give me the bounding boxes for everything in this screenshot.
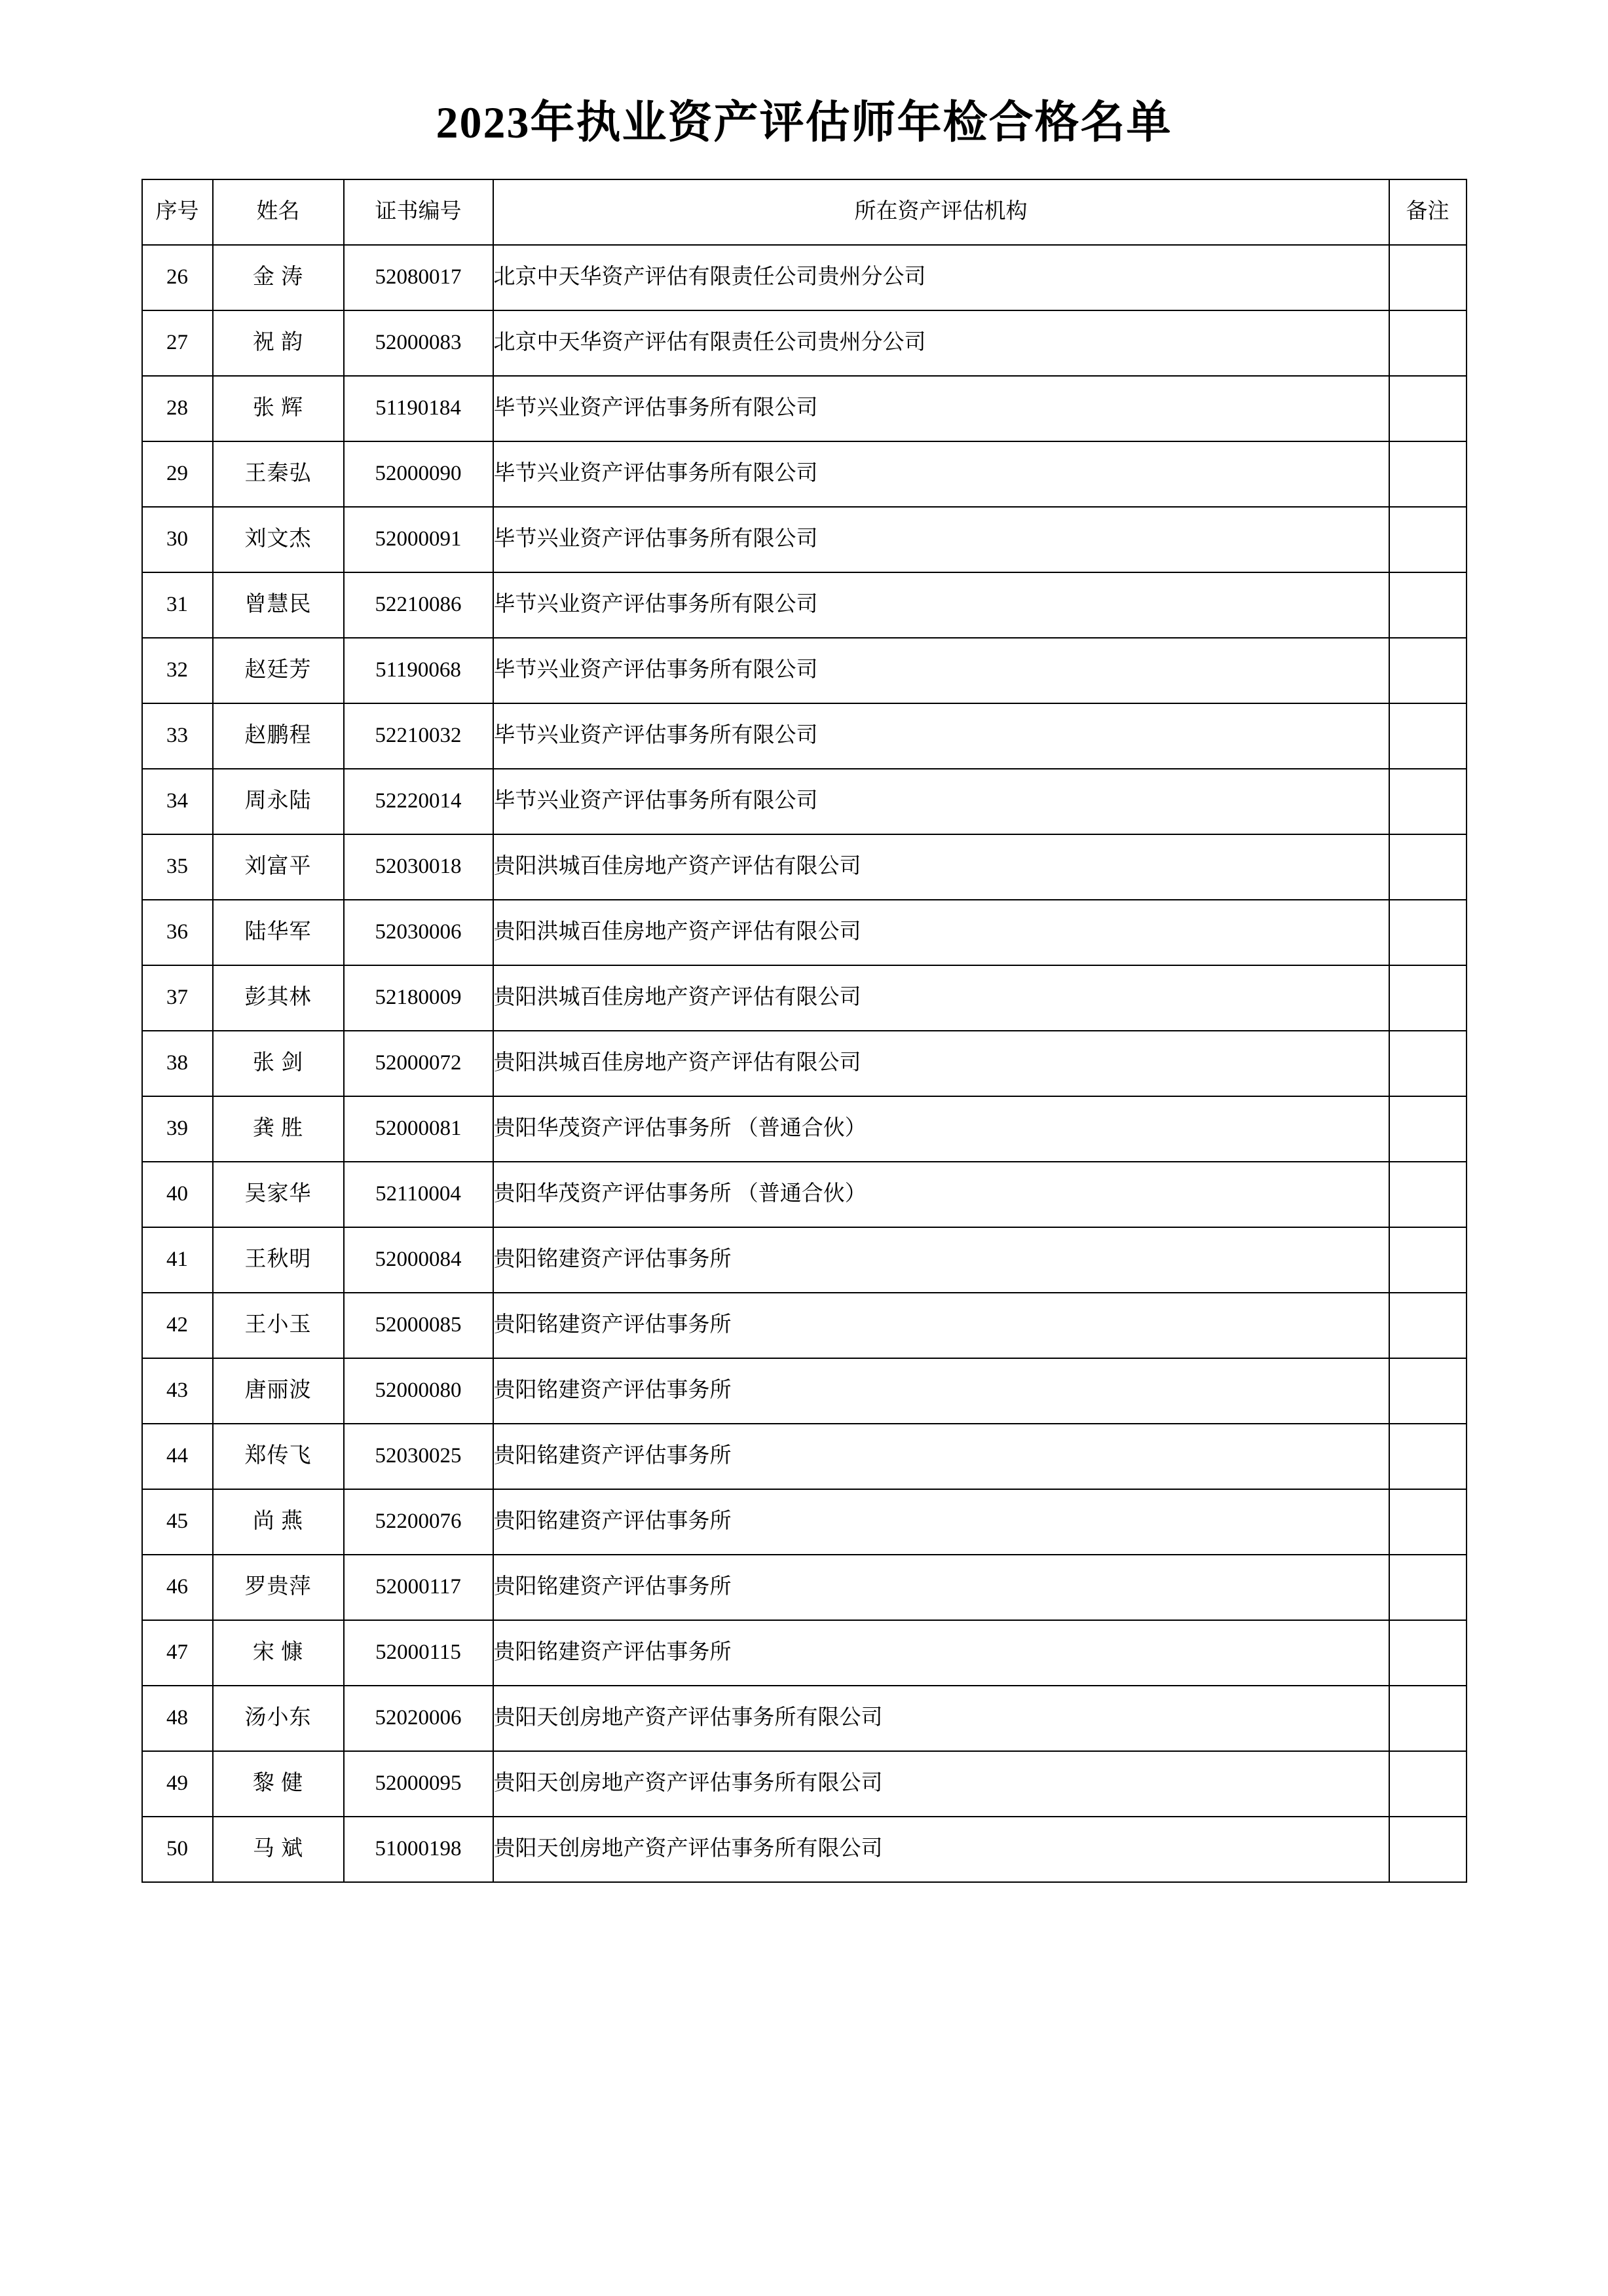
cell-cert: 51000198 xyxy=(344,1817,493,1882)
table-row xyxy=(142,1031,1467,1096)
cell-name: 王秦弘 xyxy=(213,441,344,507)
cell-index: 26 xyxy=(142,245,213,310)
cell-org: 贵阳洪城百佳房地产资产评估有限公司 xyxy=(493,900,1389,965)
table-row xyxy=(142,1751,1467,1817)
cell-org: 毕节兴业资产评估事务所有限公司 xyxy=(493,572,1389,638)
table-header-row xyxy=(142,179,1467,245)
cell-name: 郑传飞 xyxy=(213,1424,344,1489)
cell-index: 28 xyxy=(142,376,213,441)
cell-org: 贵阳洪城百佳房地产资产评估有限公司 xyxy=(493,834,1389,900)
cell-index: 31 xyxy=(142,572,213,638)
table-row xyxy=(142,1489,1467,1555)
cell-cert: 52000090 xyxy=(344,441,493,507)
table-row xyxy=(142,1620,1467,1686)
cell-org: 毕节兴业资产评估事务所有限公司 xyxy=(493,703,1389,769)
cell-cert: 52030006 xyxy=(344,900,493,965)
cell-org: 北京中天华资产评估有限责任公司贵州分公司 xyxy=(493,245,1389,310)
cell-cert: 52080017 xyxy=(344,245,493,310)
cell-note xyxy=(1389,834,1467,900)
cell-index: 36 xyxy=(142,900,213,965)
cell-org: 贵阳天创房地产资产评估事务所有限公司 xyxy=(493,1817,1389,1882)
qualified-appraisers-table xyxy=(141,179,1467,1883)
cell-org: 毕节兴业资产评估事务所有限公司 xyxy=(493,441,1389,507)
cell-cert: 52000091 xyxy=(344,507,493,572)
cell-note xyxy=(1389,703,1467,769)
cell-cert: 52030018 xyxy=(344,834,493,900)
cell-org: 贵阳铭建资产评估事务所 xyxy=(493,1293,1389,1358)
cell-note xyxy=(1389,1424,1467,1489)
table-row xyxy=(142,507,1467,572)
cell-note xyxy=(1389,900,1467,965)
table-row xyxy=(142,1162,1467,1227)
cell-name: 张 剑 xyxy=(213,1031,344,1096)
cell-name: 曾慧民 xyxy=(213,572,344,638)
cell-cert: 52000095 xyxy=(344,1751,493,1817)
cell-note xyxy=(1389,1620,1467,1686)
cell-note xyxy=(1389,310,1467,376)
cell-index: 46 xyxy=(142,1555,213,1620)
cell-cert: 52210032 xyxy=(344,703,493,769)
column-header-note: 备注 xyxy=(1389,179,1467,245)
table-row xyxy=(142,834,1467,900)
cell-cert: 52020006 xyxy=(344,1686,493,1751)
cell-note xyxy=(1389,769,1467,834)
cell-note xyxy=(1389,572,1467,638)
cell-index: 37 xyxy=(142,965,213,1031)
cell-note xyxy=(1389,1489,1467,1555)
cell-name: 周永陆 xyxy=(213,769,344,834)
cell-cert: 52000085 xyxy=(344,1293,493,1358)
cell-org: 贵阳铭建资产评估事务所 xyxy=(493,1424,1389,1489)
cell-name: 尚 燕 xyxy=(213,1489,344,1555)
cell-note xyxy=(1389,1162,1467,1227)
table-row xyxy=(142,703,1467,769)
table-row xyxy=(142,1096,1467,1162)
cell-name: 张 辉 xyxy=(213,376,344,441)
cell-note xyxy=(1389,1293,1467,1358)
cell-name: 刘文杰 xyxy=(213,507,344,572)
cell-name: 罗贵萍 xyxy=(213,1555,344,1620)
cell-index: 33 xyxy=(142,703,213,769)
column-header-org: 所在资产评估机构 xyxy=(493,179,1389,245)
cell-index: 48 xyxy=(142,1686,213,1751)
cell-note xyxy=(1389,1227,1467,1293)
cell-index: 45 xyxy=(142,1489,213,1555)
cell-index: 41 xyxy=(142,1227,213,1293)
cell-name: 马 斌 xyxy=(213,1817,344,1882)
cell-name: 王小玉 xyxy=(213,1293,344,1358)
table-row xyxy=(142,900,1467,965)
cell-org: 贵阳华茂资产评估事务所 （普通合伙） xyxy=(493,1162,1389,1227)
cell-org: 贵阳天创房地产资产评估事务所有限公司 xyxy=(493,1686,1389,1751)
cell-org: 毕节兴业资产评估事务所有限公司 xyxy=(493,507,1389,572)
table-row xyxy=(142,572,1467,638)
table-row xyxy=(142,310,1467,376)
cell-name: 金 涛 xyxy=(213,245,344,310)
cell-index: 29 xyxy=(142,441,213,507)
cell-index: 43 xyxy=(142,1358,213,1424)
cell-note xyxy=(1389,1358,1467,1424)
cell-org: 贵阳铭建资产评估事务所 xyxy=(493,1358,1389,1424)
cell-org: 毕节兴业资产评估事务所有限公司 xyxy=(493,638,1389,703)
cell-cert: 52000115 xyxy=(344,1620,493,1686)
cell-cert: 52030025 xyxy=(344,1424,493,1489)
cell-note xyxy=(1389,1751,1467,1817)
cell-cert: 52220014 xyxy=(344,769,493,834)
cell-name: 龚 胜 xyxy=(213,1096,344,1162)
cell-org: 贵阳铭建资产评估事务所 xyxy=(493,1227,1389,1293)
cell-org: 贵阳铭建资产评估事务所 xyxy=(493,1620,1389,1686)
cell-index: 35 xyxy=(142,834,213,900)
cell-note xyxy=(1389,1555,1467,1620)
table-header xyxy=(142,179,1467,245)
cell-note xyxy=(1389,245,1467,310)
cell-note xyxy=(1389,1031,1467,1096)
cell-cert: 52180009 xyxy=(344,965,493,1031)
cell-index: 32 xyxy=(142,638,213,703)
cell-cert: 52000084 xyxy=(344,1227,493,1293)
cell-name: 赵鹏程 xyxy=(213,703,344,769)
cell-name: 陆华军 xyxy=(213,900,344,965)
cell-index: 39 xyxy=(142,1096,213,1162)
cell-cert: 52000072 xyxy=(344,1031,493,1096)
table-row xyxy=(142,245,1467,310)
cell-name: 刘富平 xyxy=(213,834,344,900)
table-row xyxy=(142,441,1467,507)
cell-name: 王秋明 xyxy=(213,1227,344,1293)
table-row xyxy=(142,1555,1467,1620)
cell-name: 唐丽波 xyxy=(213,1358,344,1424)
cell-name: 赵廷芳 xyxy=(213,638,344,703)
cell-note xyxy=(1389,1686,1467,1751)
cell-index: 49 xyxy=(142,1751,213,1817)
cell-index: 34 xyxy=(142,769,213,834)
cell-note xyxy=(1389,1817,1467,1882)
cell-cert: 52210086 xyxy=(344,572,493,638)
cell-index: 30 xyxy=(142,507,213,572)
cell-cert: 52110004 xyxy=(344,1162,493,1227)
cell-org: 贵阳天创房地产资产评估事务所有限公司 xyxy=(493,1751,1389,1817)
cell-cert: 52200076 xyxy=(344,1489,493,1555)
cell-org: 贵阳铭建资产评估事务所 xyxy=(493,1489,1389,1555)
cell-name: 彭其林 xyxy=(213,965,344,1031)
cell-note xyxy=(1389,441,1467,507)
table-row xyxy=(142,965,1467,1031)
cell-name: 黎 健 xyxy=(213,1751,344,1817)
column-header-name: 姓名 xyxy=(213,179,344,245)
table-row xyxy=(142,638,1467,703)
cell-org: 北京中天华资产评估有限责任公司贵州分公司 xyxy=(493,310,1389,376)
cell-index: 44 xyxy=(142,1424,213,1489)
column-header-index: 序号 xyxy=(142,179,213,245)
cell-index: 38 xyxy=(142,1031,213,1096)
cell-cert: 52000081 xyxy=(344,1096,493,1162)
cell-cert: 52000083 xyxy=(344,310,493,376)
page-title: 2023年执业资产评估师年检合格名单 xyxy=(436,98,1172,147)
cell-note xyxy=(1389,1096,1467,1162)
cell-org: 毕节兴业资产评估事务所有限公司 xyxy=(493,376,1389,441)
table-row xyxy=(142,1293,1467,1358)
cell-note xyxy=(1389,638,1467,703)
cell-cert: 52000117 xyxy=(344,1555,493,1620)
table-row xyxy=(142,376,1467,441)
table-body xyxy=(142,245,1467,1882)
cell-org: 毕节兴业资产评估事务所有限公司 xyxy=(493,769,1389,834)
table-row xyxy=(142,1227,1467,1293)
cell-org: 贵阳铭建资产评估事务所 xyxy=(493,1555,1389,1620)
cell-note xyxy=(1389,507,1467,572)
cell-name: 汤小东 xyxy=(213,1686,344,1751)
cell-name: 宋 慷 xyxy=(213,1620,344,1686)
cell-cert: 52000080 xyxy=(344,1358,493,1424)
column-header-cert: 证书编号 xyxy=(344,179,493,245)
table-row xyxy=(142,1817,1467,1882)
cell-index: 50 xyxy=(142,1817,213,1882)
cell-index: 47 xyxy=(142,1620,213,1686)
cell-cert: 51190184 xyxy=(344,376,493,441)
cell-note xyxy=(1389,376,1467,441)
cell-org: 贵阳华茂资产评估事务所 （普通合伙） xyxy=(493,1096,1389,1162)
cell-index: 42 xyxy=(142,1293,213,1358)
table-row xyxy=(142,1424,1467,1489)
cell-cert: 51190068 xyxy=(344,638,493,703)
cell-index: 27 xyxy=(142,310,213,376)
cell-name: 吴家华 xyxy=(213,1162,344,1227)
table-row xyxy=(142,1358,1467,1424)
cell-note xyxy=(1389,965,1467,1031)
table-row xyxy=(142,1686,1467,1751)
cell-index: 40 xyxy=(142,1162,213,1227)
cell-name: 祝 韵 xyxy=(213,310,344,376)
cell-org: 贵阳洪城百佳房地产资产评估有限公司 xyxy=(493,965,1389,1031)
table-row xyxy=(142,769,1467,834)
cell-org: 贵阳洪城百佳房地产资产评估有限公司 xyxy=(493,1031,1389,1096)
